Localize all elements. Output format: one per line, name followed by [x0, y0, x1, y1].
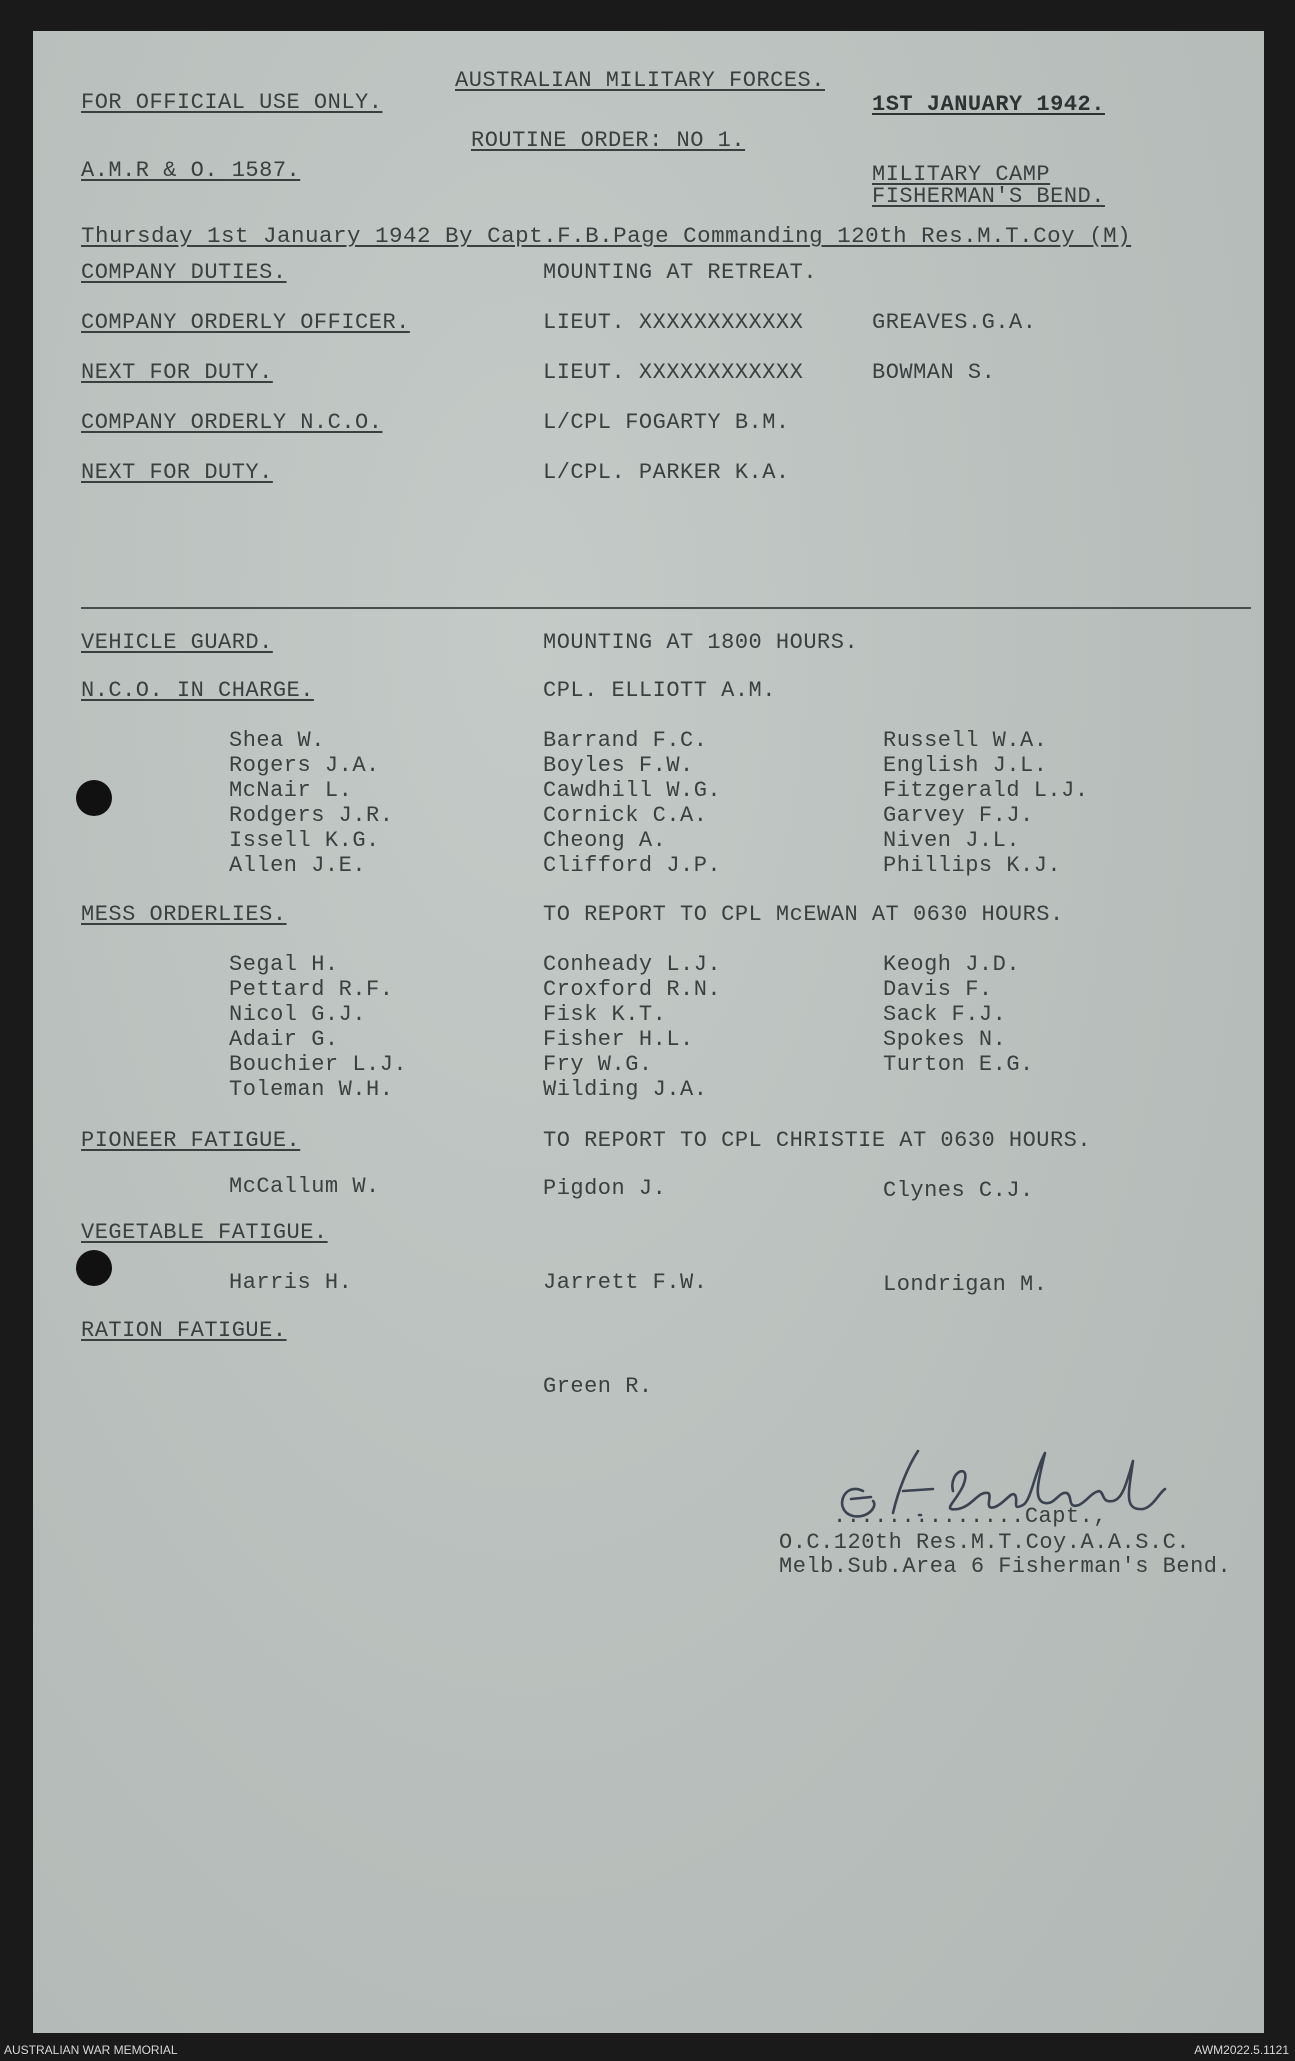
list-item: Jarrett F.W. [543, 1270, 708, 1295]
duty-value: L/CPL FOGARTY B.M. [543, 410, 790, 435]
list-item: Keogh J.D. [883, 952, 1021, 977]
official-use-heading: FOR OFFICIAL USE ONLY. [81, 90, 383, 115]
list-item: Fry W.G. [543, 1052, 653, 1077]
duty-value: MOUNTING AT RETREAT. [543, 260, 818, 285]
camp-line-2: FISHERMAN'S BEND. [872, 184, 1105, 209]
list-item: Garvey F.J. [883, 803, 1034, 828]
duty-label: COMPANY ORDERLY OFFICER. [81, 310, 410, 335]
list-item: Allen J.E. [229, 853, 367, 878]
forces-heading: AUSTRALIAN MILITARY FORCES. [455, 68, 825, 93]
list-item: Wilding J.A. [543, 1077, 708, 1102]
list-item: Clynes C.J. [883, 1178, 1034, 1203]
unit-line: O.C.120th Res.M.T.Coy.A.A.S.C. [779, 1530, 1191, 1555]
list-item: Toleman W.H. [229, 1077, 394, 1102]
list-item: English J.L. [883, 753, 1048, 778]
pioneer-fatigue-label: PIONEER FATIGUE. [81, 1128, 301, 1153]
duty-extra: BOWMAN S. [872, 360, 996, 385]
by-line: Thursday 1st January 1942 By Capt.F.B.Page Commanding 120th Res.M.T.Coy (M) [81, 223, 1132, 249]
list-item: Cornick C.A. [543, 803, 708, 828]
camp-line-1: MILITARY CAMP [872, 162, 1051, 187]
list-item: Green R. [543, 1374, 653, 1399]
list-item: Rogers J.A. [229, 753, 380, 778]
pioneer-fatigue-value: TO REPORT TO CPL CHRISTIE AT 0630 HOURS. [543, 1128, 1092, 1153]
list-item: Spokes N. [883, 1027, 1007, 1052]
order-date: 1ST JANUARY 1942. [872, 92, 1105, 117]
list-item: Clifford J.P. [543, 853, 722, 878]
list-item: Phillips K.J. [883, 853, 1062, 878]
footer-left: AUSTRALIAN WAR MEMORIAL [4, 2043, 178, 2057]
list-item: Fitzgerald L.J. [883, 778, 1089, 803]
list-item: McCallum W. [229, 1174, 380, 1199]
amr-reference: A.M.R & O. 1587. [81, 158, 301, 183]
divider-rule [81, 607, 1251, 609]
mess-orderlies-label: MESS ORDERLIES. [81, 902, 287, 927]
punch-hole [76, 1250, 112, 1286]
list-item: Rodgers J.R. [229, 803, 394, 828]
list-item: Cawdhill W.G. [543, 778, 722, 803]
list-item: Boyles F.W. [543, 753, 694, 778]
duty-label: NEXT FOR DUTY. [81, 360, 273, 385]
list-item: Russell W.A. [883, 728, 1048, 753]
document-page [33, 31, 1264, 2033]
vehicle-guard-label: VEHICLE GUARD. [81, 630, 273, 655]
list-item: Bouchier L.J. [229, 1052, 408, 1077]
nco-label: N.C.O. IN CHARGE. [81, 678, 314, 703]
duty-value: LIEUT. XXXXXXXXXXXX [543, 310, 804, 335]
list-item: Fisk K.T. [543, 1002, 667, 1027]
list-item: Londrigan M. [883, 1272, 1048, 1297]
list-item: Segal H. [229, 952, 339, 977]
list-item: Niven J.L. [883, 828, 1021, 853]
list-item: Cheong A. [543, 828, 667, 853]
list-item: Turton E.G. [883, 1052, 1034, 1077]
vehicle-guard-value: MOUNTING AT 1800 HOURS. [543, 630, 859, 655]
list-item: McNair L. [229, 778, 353, 803]
vegetable-fatigue-label: VEGETABLE FATIGUE. [81, 1220, 328, 1245]
list-item: Nicol G.J. [229, 1002, 367, 1027]
list-item: Adair G. [229, 1027, 339, 1052]
duty-value: LIEUT. XXXXXXXXXXXX [543, 360, 804, 385]
list-item: Fisher H.L. [543, 1027, 694, 1052]
area-line: Melb.Sub.Area 6 Fisherman's Bend. [779, 1554, 1232, 1579]
list-item: Pigdon J. [543, 1176, 667, 1201]
routine-order-title: ROUTINE ORDER: NO 1. [471, 128, 746, 153]
list-item: Harris H. [229, 1270, 353, 1295]
mess-orderlies-value: TO REPORT TO CPL McEWAN AT 0630 HOURS. [543, 902, 1064, 927]
list-item: Barrand F.C. [543, 728, 708, 753]
duty-label: NEXT FOR DUTY. [81, 460, 273, 485]
ration-fatigue-label: RATION FATIGUE. [81, 1318, 287, 1343]
list-item: Issell K.G. [229, 828, 380, 853]
list-item: Croxford R.N. [543, 977, 722, 1002]
footer-right: AWM2022.5.1121 [1194, 2043, 1289, 2057]
rank-line: ..............Capt., [833, 1504, 1108, 1529]
duty-label: COMPANY ORDERLY N.C.O. [81, 410, 383, 435]
list-item: Conheady L.J. [543, 952, 722, 977]
duty-label: COMPANY DUTIES. [81, 260, 287, 285]
list-item: Pettard R.F. [229, 977, 394, 1002]
list-item: Davis F. [883, 977, 993, 1002]
duty-value: L/CPL. PARKER K.A. [543, 460, 790, 485]
nco-value: CPL. ELLIOTT A.M. [543, 678, 776, 703]
punch-hole [76, 780, 112, 816]
duty-extra: GREAVES.G.A. [872, 310, 1037, 335]
list-item: Sack F.J. [883, 1002, 1007, 1027]
list-item: Shea W. [229, 728, 325, 753]
